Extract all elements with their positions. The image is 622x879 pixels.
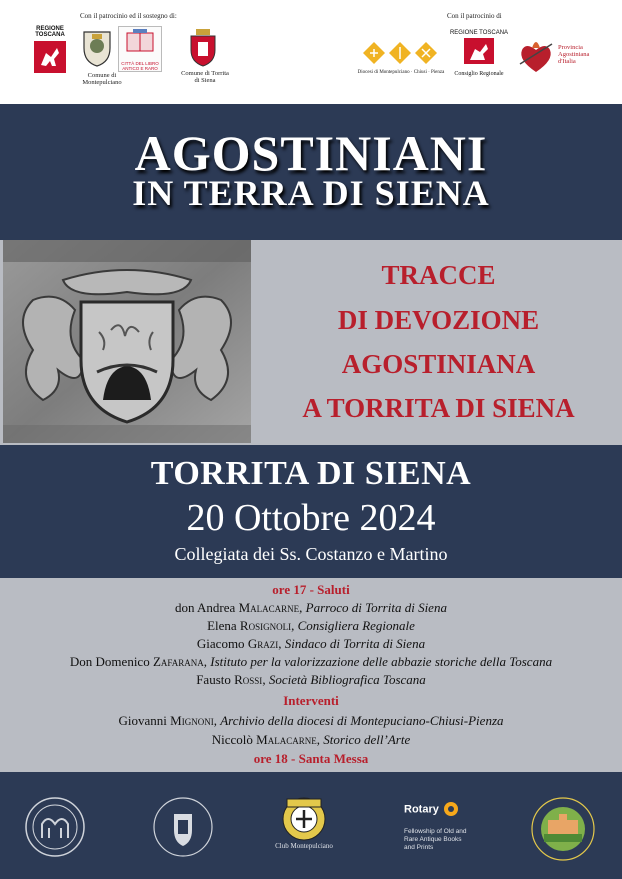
rotary-logo: Rotary <box>404 800 462 818</box>
villa-classica-seal <box>530 796 596 862</box>
event-venue: Collegiata dei Ss. Costanzo e Martino <box>174 544 448 564</box>
diocese-logo <box>360 40 440 66</box>
torrita-caption: Comune di Torrita di Siena <box>181 70 229 85</box>
rotary-caption: Fellowship of Old and Rare Antique Books and Prints <box>404 828 467 852</box>
event-date: 20 Ottobre 2024 <box>186 497 436 539</box>
program-line: Elena Rosignoli, Consigliera Regionale <box>207 618 415 633</box>
subtitle-line-2: DI DEVOZIONE <box>337 305 540 335</box>
subtitle-line-3: AGOSTINIANA <box>341 349 536 379</box>
torrita-crest <box>188 28 218 68</box>
patronage-right-label: Con il patrocinio di <box>447 12 502 20</box>
messa-heading: ore 18 - Santa Messa <box>253 751 369 766</box>
serra-caption: Club Montepulciano <box>275 842 333 850</box>
crest-icon <box>188 28 218 68</box>
abbazie-storiche-seal <box>24 796 86 858</box>
montepulciano-caption: Comune di Montepulciano <box>82 72 122 87</box>
main-title-line2: IN TERRA DI SIENA <box>132 173 490 213</box>
crest-icon <box>80 28 114 68</box>
program-line: don Andrea Malacarne, Parroco di Torrita di Siena <box>175 600 447 615</box>
serra-club-logo <box>278 796 330 842</box>
program-line: Giovanni Mignoni, Archivio della diocesi di Montepuciano-Chiusi-Pienza <box>118 713 504 728</box>
interventi-heading: Interventi <box>283 693 339 708</box>
subtitle-line-1: TRACCE <box>381 260 496 290</box>
saluti-heading: ore 17 - Saluti <box>272 582 350 597</box>
book-icon <box>119 27 161 57</box>
flaming-heart-icon <box>514 34 558 78</box>
agostiniani-provincia-logo <box>514 34 558 78</box>
montepulciano-crest <box>80 28 114 68</box>
program-line: Niccolò Malacarne, Storico dell’Arte <box>211 732 411 747</box>
program-line: Giacomo Grazi, Sindaco di Torrita di Siena <box>196 636 426 651</box>
seal-icon <box>24 796 86 858</box>
subtitle-line-4: A TORRITA DI SIENA <box>302 393 575 423</box>
rotary-wheel-icon <box>443 801 459 817</box>
seal-icon <box>152 796 214 858</box>
program-line: Don Domenico Zafarana, Istituto per la valorizzazione delle abbazie storiche della Toscana <box>69 654 553 669</box>
diamond-icon <box>360 40 440 66</box>
main-title: AGOSTINIANI <box>134 125 488 181</box>
coat-of-arms-photo <box>3 240 251 443</box>
patronage-header <box>0 0 622 104</box>
pegasus-icon <box>448 36 510 66</box>
consiglio-regionale-logo: REGIONE TOSCANA Consiglio Regionale <box>449 30 509 77</box>
regione-toscana-logo: REGIONE TOSCANA <box>32 26 68 78</box>
pegasus-icon <box>32 39 68 75</box>
societa-bibliografica-seal <box>152 796 214 858</box>
citta-del-libro-logo: CITTÀ DEL LIBRO ANTICO E RARO <box>118 26 162 72</box>
coat-of-arms-image <box>3 240 251 443</box>
serra-emblem-icon <box>278 796 330 842</box>
diocese-caption: Diocesi di Montepulciano · Chiusi · Pienza <box>357 70 445 75</box>
program-line: Fausto Rossi, Società Bibliografica Toscana <box>196 672 426 687</box>
provincia-caption: Provincia Agostiniana d'Italia <box>558 44 590 66</box>
event-place: TORRITA DI SIENA <box>150 455 472 492</box>
villa-icon <box>530 796 596 862</box>
patronage-left-label: Con il patrocinio ed il sostegno di: <box>80 12 177 20</box>
